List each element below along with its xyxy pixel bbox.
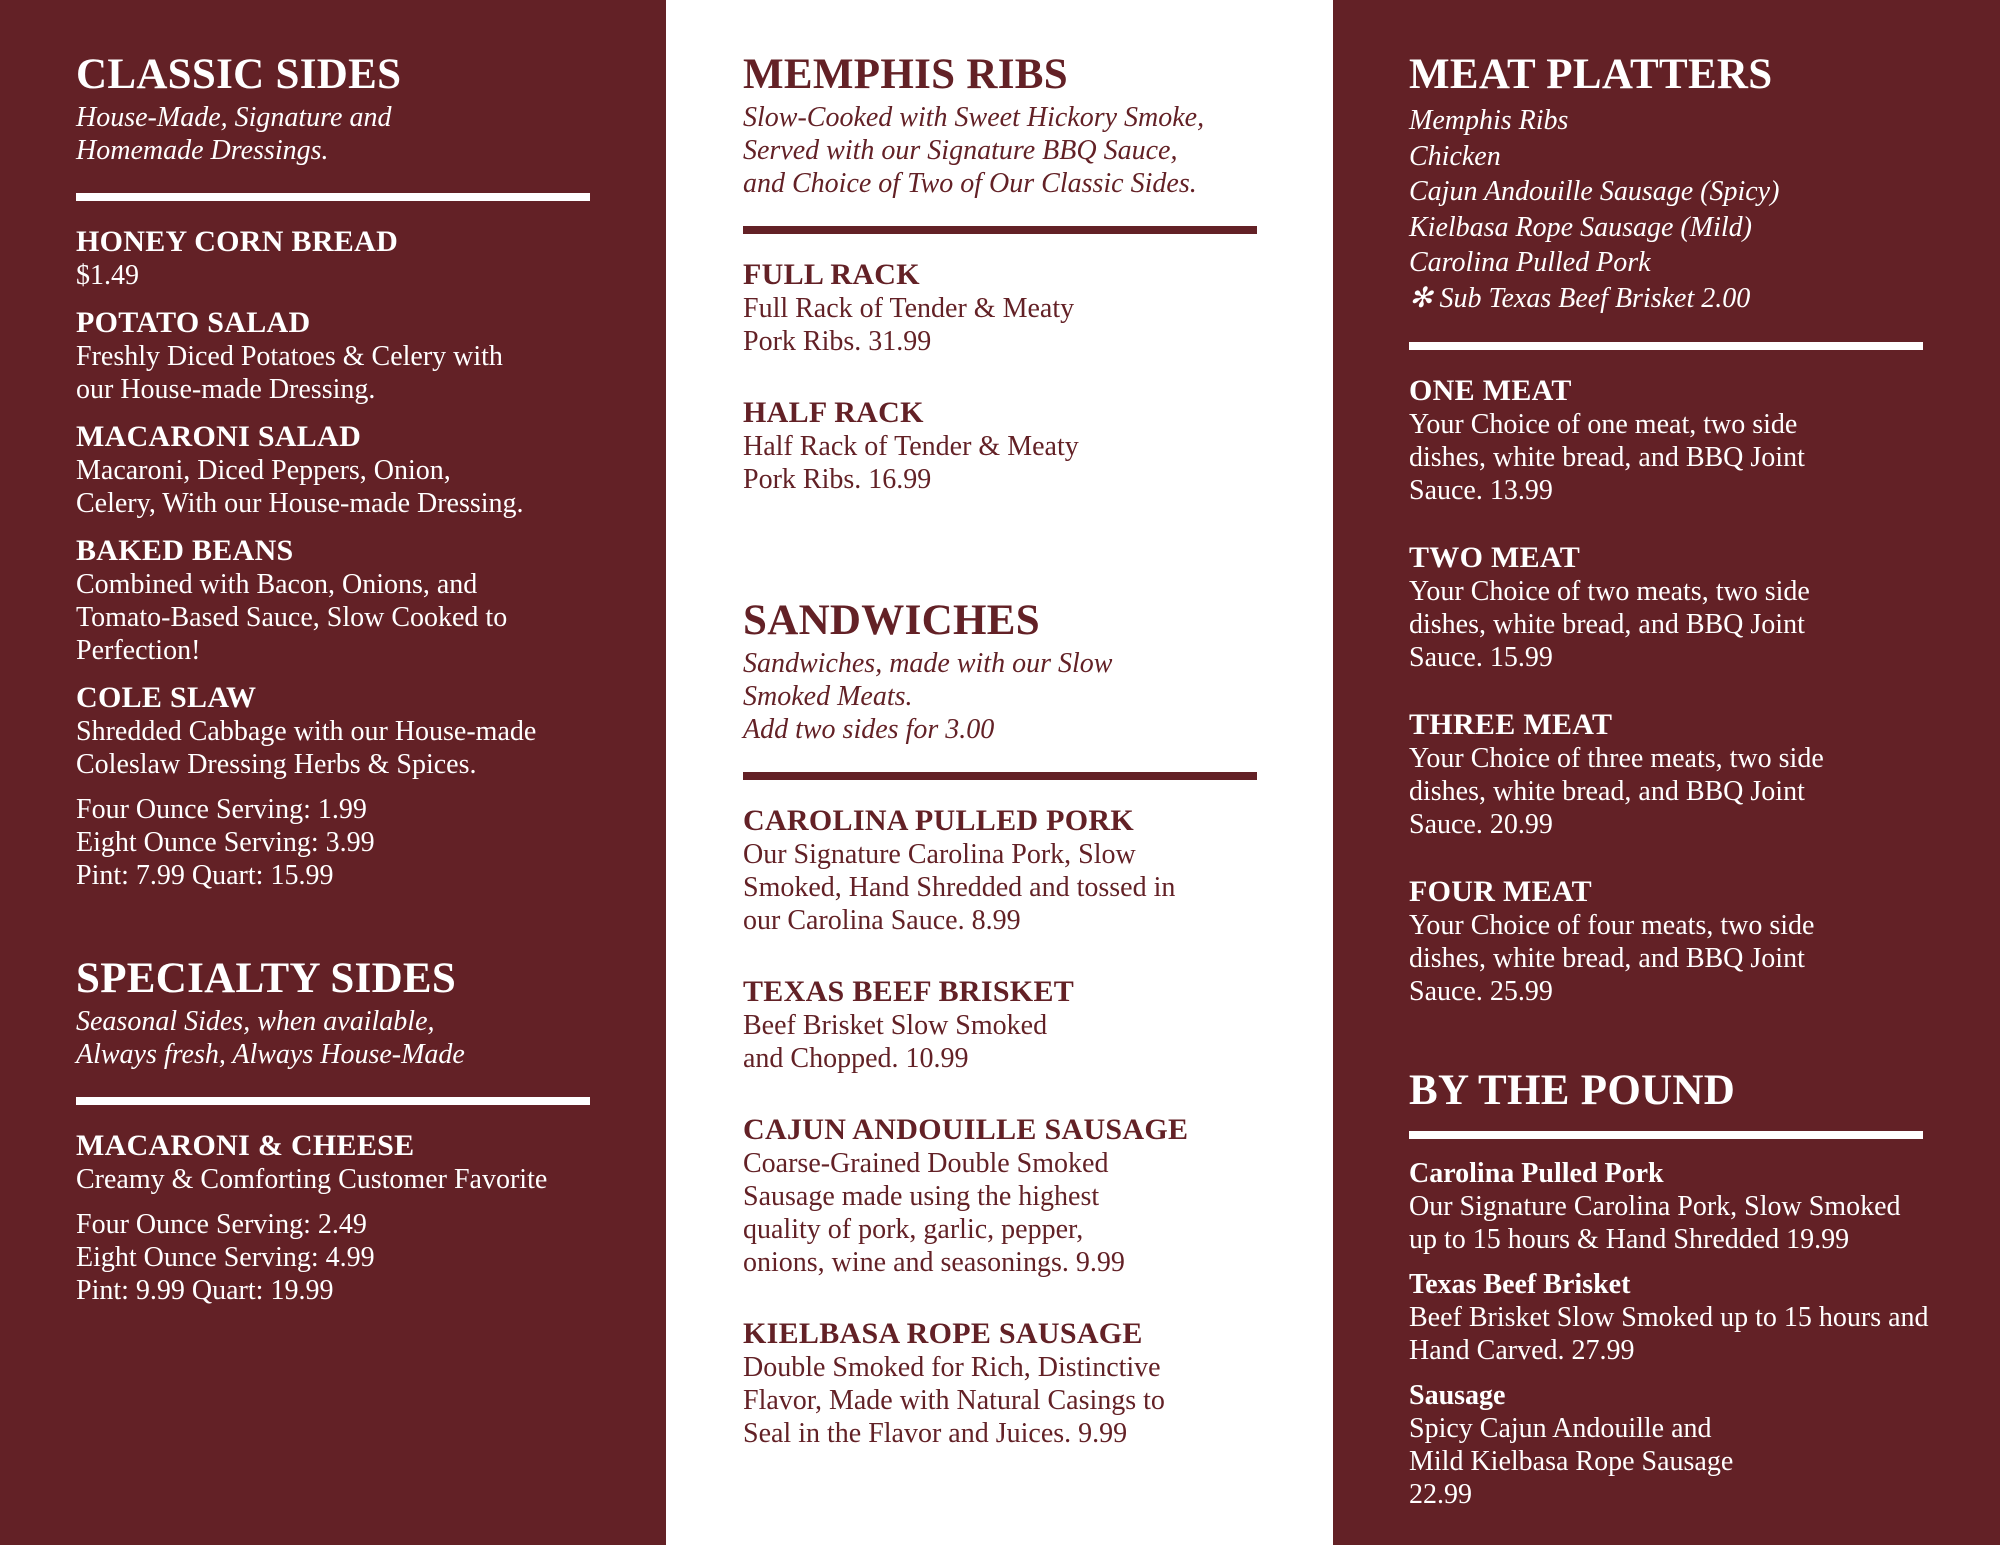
description-line: Your Choice of one meat, two side — [1409, 409, 1798, 441]
section-subtitle — [76, 1005, 666, 1071]
item-description — [76, 454, 666, 520]
description-line: Beef Brisket Slow Smoked — [743, 1010, 1048, 1042]
meat-platters-section — [1409, 52, 2000, 1008]
memphis-ribs-section — [743, 52, 1333, 496]
description-line: Our Signature Carolina Pork, Slow Smoked — [1409, 1191, 1901, 1223]
description-line: Macaroni, Diced Peppers, Onion, — [76, 455, 451, 487]
divider — [76, 193, 590, 201]
menu-item — [76, 681, 666, 781]
item-name: KIELBASA ROPE SAUSAGE — [743, 1317, 1143, 1351]
menu-item — [1409, 875, 2000, 1008]
description-line: onions, wine and seasonings. 9.99 — [743, 1247, 1125, 1279]
by-the-pound-section — [1409, 1068, 2000, 1511]
section-subtitle — [743, 101, 1333, 200]
item-name: COLE SLAW — [76, 681, 257, 715]
description-line: Coleslaw Dressing Herbs & Spices. — [76, 749, 477, 781]
description-line: our Carolina Sauce. 8.99 — [743, 905, 1021, 937]
menu-item — [1409, 1157, 2000, 1256]
description-line: Sauce. 20.99 — [1409, 809, 1553, 841]
item-name: MACARONI & CHEESE — [76, 1129, 415, 1163]
serving-line: Pint: 7.99 Quart: 15.99 — [76, 860, 334, 892]
description-line: up to 15 hours & Hand Shredded 19.99 — [1409, 1224, 1850, 1256]
item-name: MACARONI SALAD — [76, 420, 362, 454]
menu-item — [743, 396, 1333, 496]
description-line: Hand Carved. 27.99 — [1409, 1335, 1635, 1367]
description-line: Smoked, Hand Shredded and tossed in — [743, 872, 1176, 904]
item-description — [1409, 408, 2000, 507]
item-name: Texas Beef Brisket — [1409, 1269, 1631, 1301]
menu-item — [76, 225, 666, 292]
description-line: $1.49 — [76, 260, 139, 292]
divider — [76, 1097, 590, 1105]
description-line: Beef Brisket Slow Smoked up to 15 hours and — [1409, 1302, 1929, 1334]
item-description — [76, 715, 666, 781]
section-title: SANDWICHES — [743, 597, 1040, 645]
menu-item — [1409, 1379, 2000, 1511]
subtitle-line: and Choice of Two of Our Classic Sides. — [743, 168, 1197, 200]
description-line: Your Choice of four meats, two side — [1409, 910, 1815, 942]
item-description — [1409, 742, 2000, 841]
menu-item — [1409, 541, 2000, 674]
divider — [1409, 342, 1923, 350]
description-line: Double Smoked for Rich, Distinctive — [743, 1352, 1161, 1384]
specialty-sides-section — [76, 956, 666, 1307]
description-line: Freshly Diced Potatoes & Celery with — [76, 341, 503, 373]
subtitle-line: Sandwiches, made with our Slow — [743, 648, 1113, 680]
menu-item — [76, 306, 666, 406]
menu-item — [743, 1317, 1333, 1450]
section-title: MEMPHIS RIBS — [743, 51, 1068, 98]
divider — [743, 226, 1257, 234]
description-line: Mild Kielbasa Rope Sausage — [1409, 1446, 1734, 1478]
item-description — [743, 292, 1333, 358]
subtitle-line: Smoked Meats. — [743, 681, 913, 713]
item-name: Sausage — [1409, 1380, 1506, 1412]
description-line: Sausage made using the highest — [743, 1181, 1100, 1213]
description-line: our House-made Dressing. — [76, 374, 376, 406]
description-line: Your Choice of two meats, two side — [1409, 576, 1810, 608]
item-description — [743, 1009, 1333, 1075]
description-line: Half Rack of Tender & Meaty — [743, 431, 1079, 463]
subtitle-line: Homemade Dressings. — [76, 135, 329, 167]
item-name: THREE MEAT — [1409, 708, 1613, 742]
menu-item — [743, 1113, 1333, 1279]
divider — [743, 772, 1257, 780]
item-description — [743, 838, 1333, 937]
item-description — [1409, 1190, 2000, 1256]
description-line: dishes, white bread, and BBQ Joint — [1409, 943, 1805, 975]
item-name: FOUR MEAT — [1409, 875, 1592, 909]
section-title: MEAT PLATTERS — [1409, 51, 1773, 98]
description-line: dishes, white bread, and BBQ Joint — [1409, 442, 1805, 474]
item-name: TEXAS BEEF BRISKET — [743, 975, 1075, 1009]
item-name: FULL RACK — [743, 258, 920, 292]
meat-option: Chicken — [1409, 140, 1501, 172]
divider — [1409, 1131, 1923, 1139]
right-panel — [1333, 0, 2000, 1545]
description-line: Spicy Cajun Andouille and — [1409, 1413, 1712, 1445]
description-line: Pork Ribs. 31.99 — [743, 326, 932, 358]
description-line: Full Rack of Tender & Meaty — [743, 293, 1075, 325]
description-line: Sauce. 25.99 — [1409, 976, 1553, 1008]
subtitle-line: Slow-Cooked with Sweet Hickory Smoke, — [743, 102, 1205, 134]
description-line: Perfection! — [76, 635, 201, 667]
item-description — [76, 259, 666, 292]
description-line: 22.99 — [1409, 1479, 1472, 1511]
meat-options-list — [1409, 103, 2000, 316]
item-name: HONEY CORN BREAD — [76, 225, 399, 259]
item-name: TWO MEAT — [1409, 541, 1581, 575]
item-description — [743, 1147, 1333, 1279]
description-line: and Chopped. 10.99 — [743, 1043, 969, 1075]
middle-panel — [666, 0, 1333, 1545]
subtitle-line: Seasonal Sides, when available, — [76, 1006, 435, 1038]
description-line: Pork Ribs. 16.99 — [743, 464, 932, 496]
description-line: Celery, With our House-made Dressing. — [76, 488, 524, 520]
serving-line: Four Ounce Serving: 1.99 — [76, 794, 367, 826]
item-description — [1409, 575, 2000, 674]
menu-item — [1409, 374, 2000, 507]
item-name: CAROLINA PULLED PORK — [743, 804, 1135, 838]
item-description — [76, 340, 666, 406]
description-line: dishes, white bread, and BBQ Joint — [1409, 609, 1805, 641]
item-name: Carolina Pulled Pork — [1409, 1158, 1664, 1190]
serving-prices — [76, 793, 666, 892]
section-subtitle — [76, 101, 666, 167]
classic-sides-section — [76, 52, 666, 892]
left-panel — [0, 0, 666, 1545]
item-description — [1409, 909, 2000, 1008]
description-line: quality of pork, garlic, pepper, — [743, 1214, 1084, 1246]
item-name: BAKED BEANS — [76, 534, 294, 568]
item-name: POTATO SALAD — [76, 306, 311, 340]
menu-item — [1409, 708, 2000, 841]
section-subtitle — [743, 647, 1333, 746]
menu-item — [743, 975, 1333, 1075]
meat-option: Memphis Ribs — [1409, 105, 1569, 137]
menu-item — [1409, 1268, 2000, 1367]
menu-item — [743, 258, 1333, 358]
menu-item — [743, 804, 1333, 937]
subtitle-line: Served with our Signature BBQ Sauce, — [743, 135, 1178, 167]
serving-line: Four Ounce Serving: 2.49 — [76, 1209, 367, 1241]
menu-item — [76, 1129, 666, 1196]
menu-item — [76, 420, 666, 520]
item-description — [76, 1163, 666, 1196]
subtitle-line: House-Made, Signature and — [76, 102, 392, 134]
description-line: Sauce. 15.99 — [1409, 642, 1553, 674]
description-line: Our Signature Carolina Pork, Slow — [743, 839, 1136, 871]
description-line: Your Choice of three meats, two side — [1409, 743, 1824, 775]
description-line: Shredded Cabbage with our House-made — [76, 716, 537, 748]
meat-option: Kielbasa Rope Sausage (Mild) — [1409, 211, 1752, 243]
item-description — [76, 568, 666, 667]
meat-option: Carolina Pulled Pork — [1409, 247, 1651, 279]
item-name: CAJUN ANDOUILLE SAUSAGE — [743, 1113, 1189, 1147]
item-name: HALF RACK — [743, 396, 924, 430]
sandwiches-section — [743, 598, 1333, 1450]
description-line: Sauce. 13.99 — [1409, 475, 1553, 507]
subtitle-line: Always fresh, Always House-Made — [76, 1039, 465, 1071]
description-line: Creamy & Comforting Customer Favorite — [76, 1164, 548, 1196]
item-description — [743, 430, 1333, 496]
item-name: ONE MEAT — [1409, 374, 1572, 408]
item-description — [743, 1351, 1333, 1450]
section-title: BY THE POUND — [1409, 1067, 1736, 1115]
description-line: Coarse-Grained Double Smoked — [743, 1148, 1109, 1180]
brisket-substitution-note: ✻ Sub Texas Beef Brisket 2.00 — [1409, 282, 1751, 314]
serving-prices — [76, 1208, 666, 1307]
description-line: Flavor, Made with Natural Casings to — [743, 1385, 1165, 1417]
subtitle-line: Add two sides for 3.00 — [743, 714, 995, 746]
menu-item — [76, 534, 666, 667]
description-line: Tomato-Based Sauce, Slow Cooked to — [76, 602, 508, 634]
description-line: Seal in the Flavor and Juices. 9.99 — [743, 1418, 1128, 1450]
section-title: CLASSIC SIDES — [76, 51, 402, 98]
description-line: dishes, white bread, and BBQ Joint — [1409, 776, 1805, 808]
item-description — [1409, 1301, 2000, 1367]
description-line: Combined with Bacon, Onions, and — [76, 569, 478, 601]
section-title: SPECIALTY SIDES — [76, 955, 457, 1003]
item-description — [1409, 1412, 2000, 1511]
serving-line: Eight Ounce Serving: 3.99 — [76, 827, 375, 859]
serving-line: Eight Ounce Serving: 4.99 — [76, 1242, 375, 1274]
serving-line: Pint: 9.99 Quart: 19.99 — [76, 1275, 334, 1307]
meat-option: Cajun Andouille Sausage (Spicy) — [1409, 176, 1780, 208]
